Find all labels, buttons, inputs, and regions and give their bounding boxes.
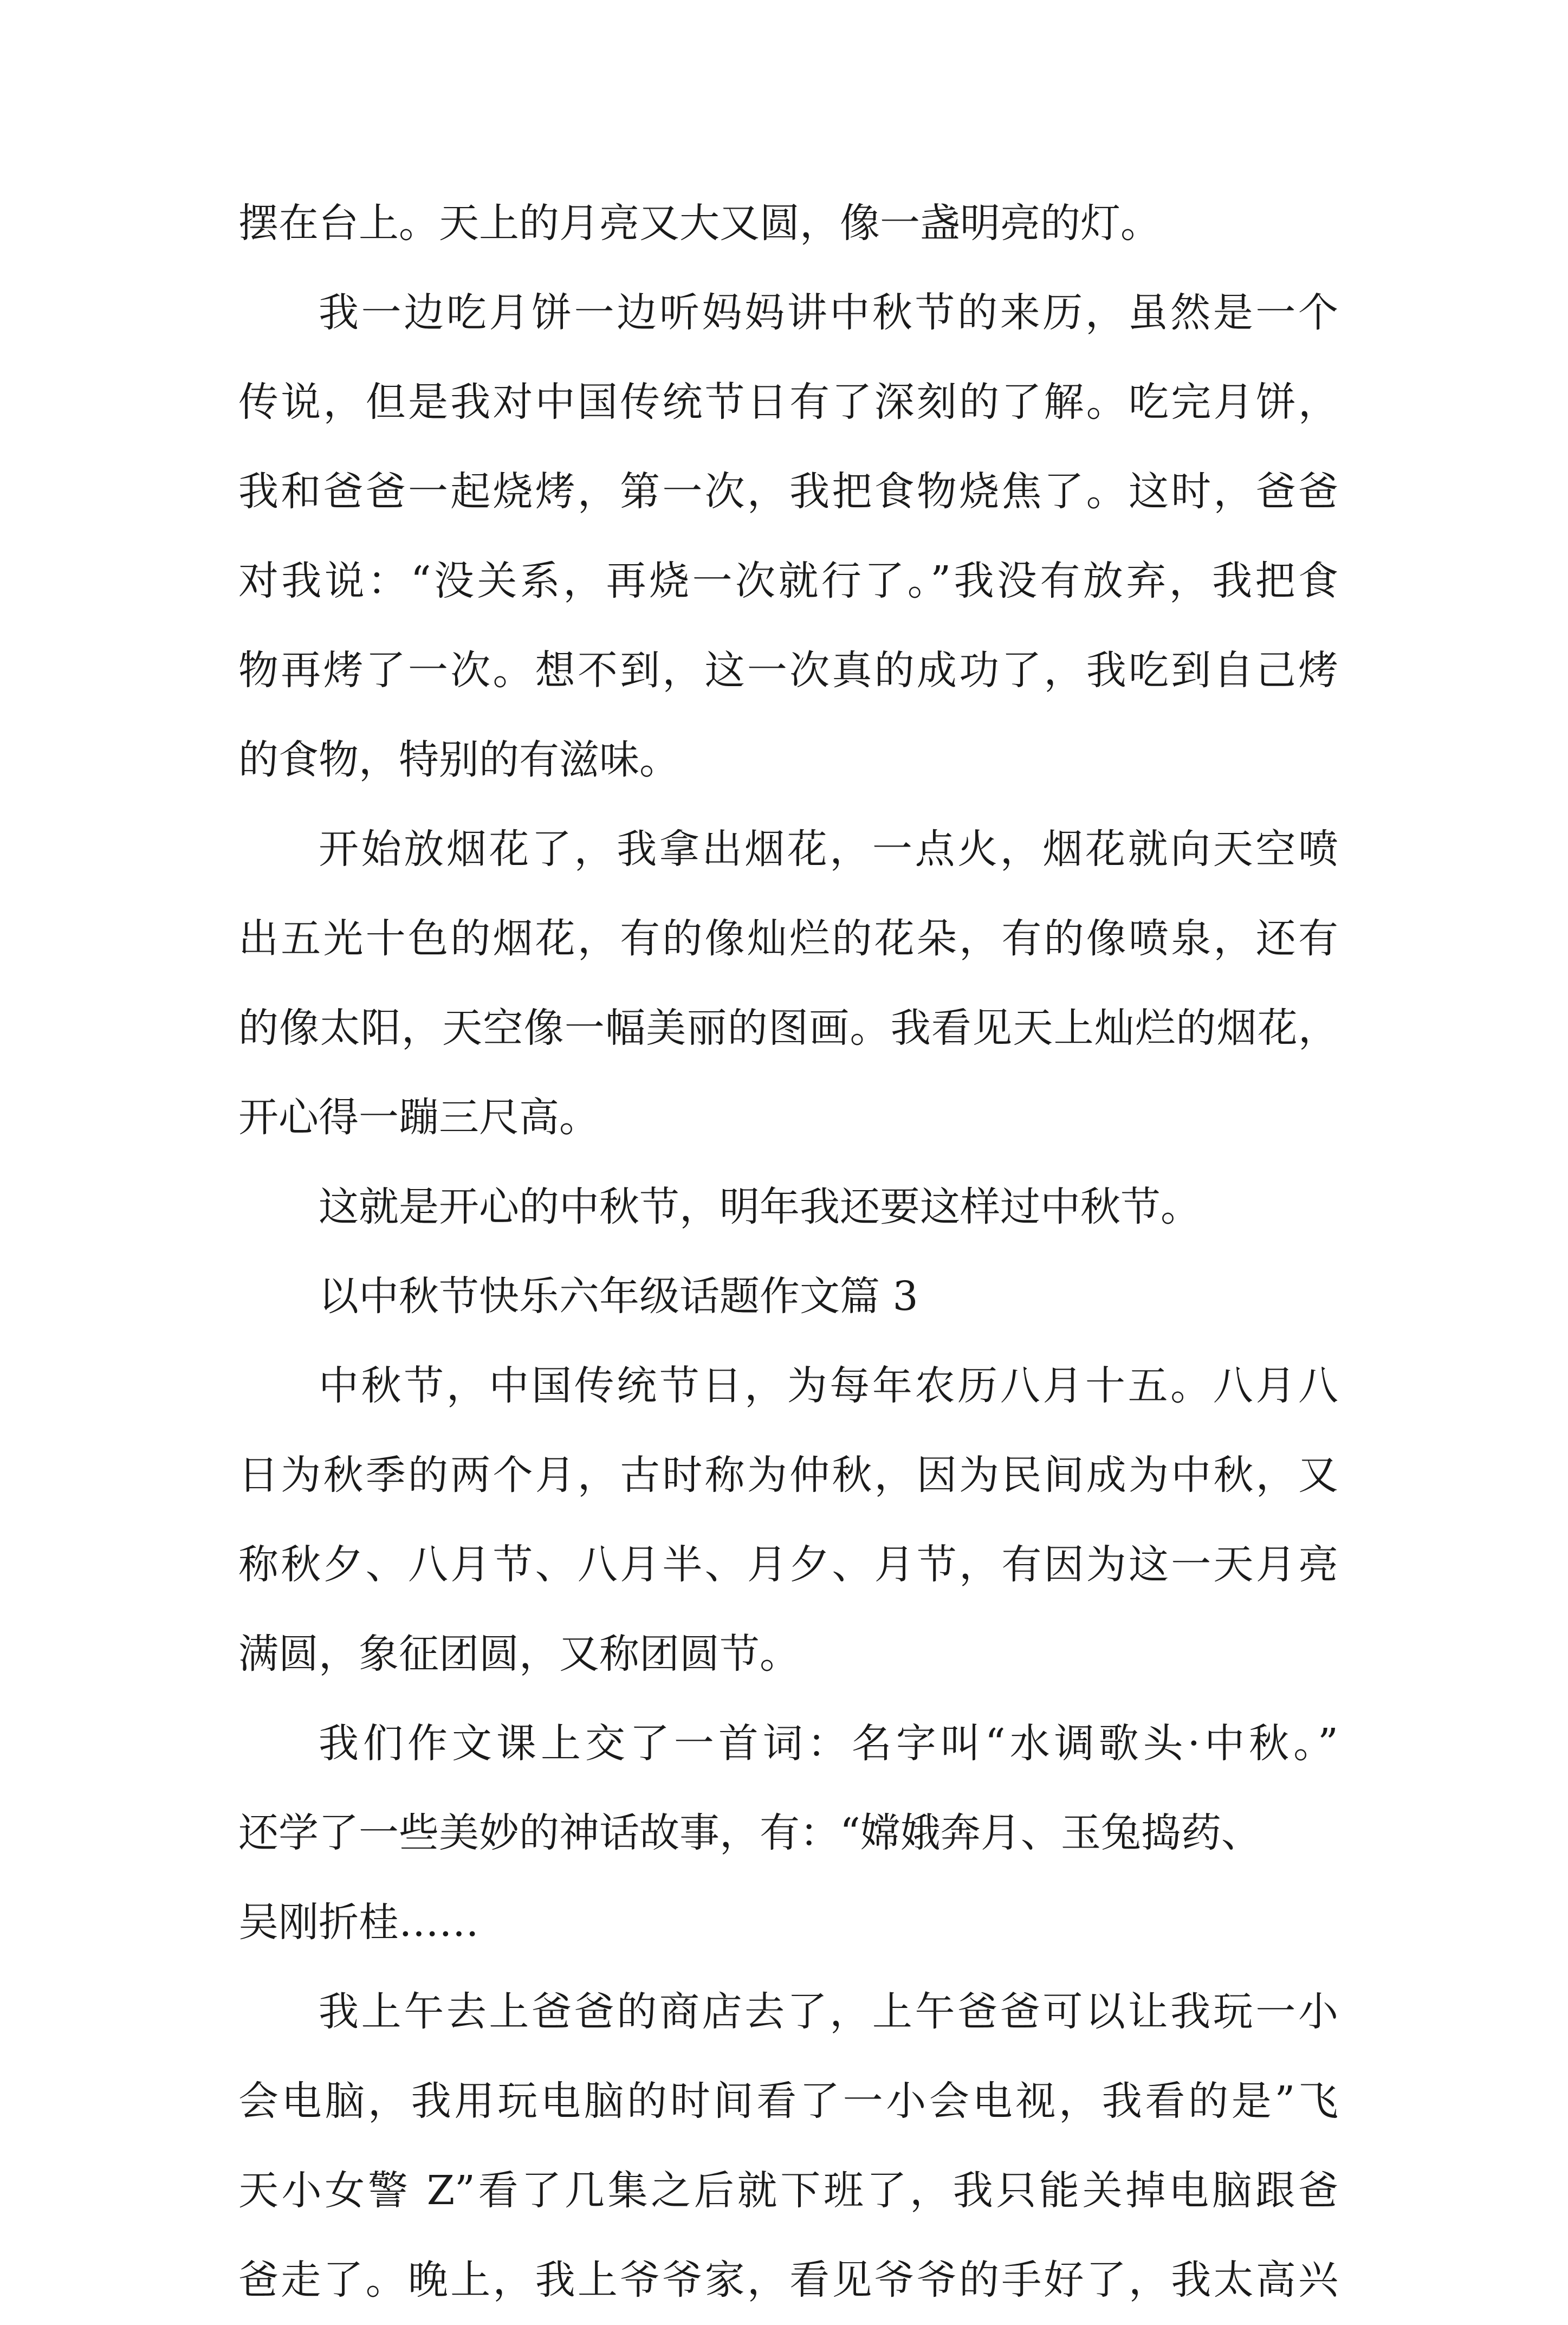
text-line: 的像太阳，天空像一幅美丽的图画。我看见天上灿烂的烟花， — [238, 1005, 1338, 1051]
text-line: 中秋节，中国传统节日，为每年农历八月十五。八月八 — [319, 1362, 1338, 1409]
text-line: 物再烤了一次。想不到，这一次真的成功了，我吃到自己烤 — [238, 647, 1338, 694]
text-line: 吴刚折桂…… — [238, 1899, 479, 1946]
text-line: 我们作文课上交了一首词：名字叫“水调歌头·中秋。” — [319, 1720, 1338, 1767]
text-line: 对我说：“没关系，再烧一次就行了。”我没有放弃，我把食 — [238, 558, 1338, 604]
text-line: 爸走了。晚上，我上爷爷家，看见爷爷的手好了，我太高兴 — [238, 2257, 1338, 2303]
text-line: 称秋夕、八月节、八月半、月夕、月节，有因为这一天月亮 — [238, 1541, 1338, 1588]
document-body — [238, 179, 1338, 2325]
text-line: 摆在台上。天上的月亮又大又圆，像一盏明亮的灯。 — [238, 200, 1161, 247]
text-line: 以中秋节快乐六年级话题作文篇 3 — [319, 1273, 918, 1320]
text-line: 我和爸爸一起烧烤，第一次，我把食物烧焦了。这时，爸爸 — [238, 468, 1338, 515]
text-line: 会电脑，我用玩电脑的时间看了一小会电视，我看的是”飞 — [238, 2078, 1338, 2124]
text-line: 开心得一蹦三尺高。 — [238, 1094, 599, 1141]
text-line: 日为秋季的两个月，古时称为仲秋，因为民间成为中秋，又 — [238, 1452, 1338, 1499]
text-line: 出五光十色的烟花，有的像灿烂的花朵，有的像喷泉，还有 — [238, 915, 1338, 962]
text-line: 满圆，象征团圆，又称团圆节。 — [238, 1631, 800, 1677]
text-line: 的食物，特别的有滋味。 — [238, 737, 679, 783]
text-line: 天小女警 Z”看了几集之后就下班了，我只能关掉电脑跟爸 — [238, 2167, 1338, 2214]
text-line: 这就是开心的中秋节，明年我还要这样过中秋节。 — [319, 1184, 1201, 1230]
text-line: 我上午去上爸爸的商店去了，上午爸爸可以让我玩一小 — [319, 1988, 1338, 2035]
text-line: 还学了一些美妙的神话故事，有：“嫦娥奔月、玉兔捣药、 — [238, 1810, 1261, 1856]
text-line: 传说，但是我对中国传统节日有了深刻的了解。吃完月饼， — [238, 379, 1338, 425]
text-line: 开始放烟花了，我拿出烟花，一点火，烟花就向天空喷 — [319, 826, 1338, 873]
text-line: 我一边吃月饼一边听妈妈讲中秋节的来历，虽然是一个 — [319, 289, 1338, 336]
